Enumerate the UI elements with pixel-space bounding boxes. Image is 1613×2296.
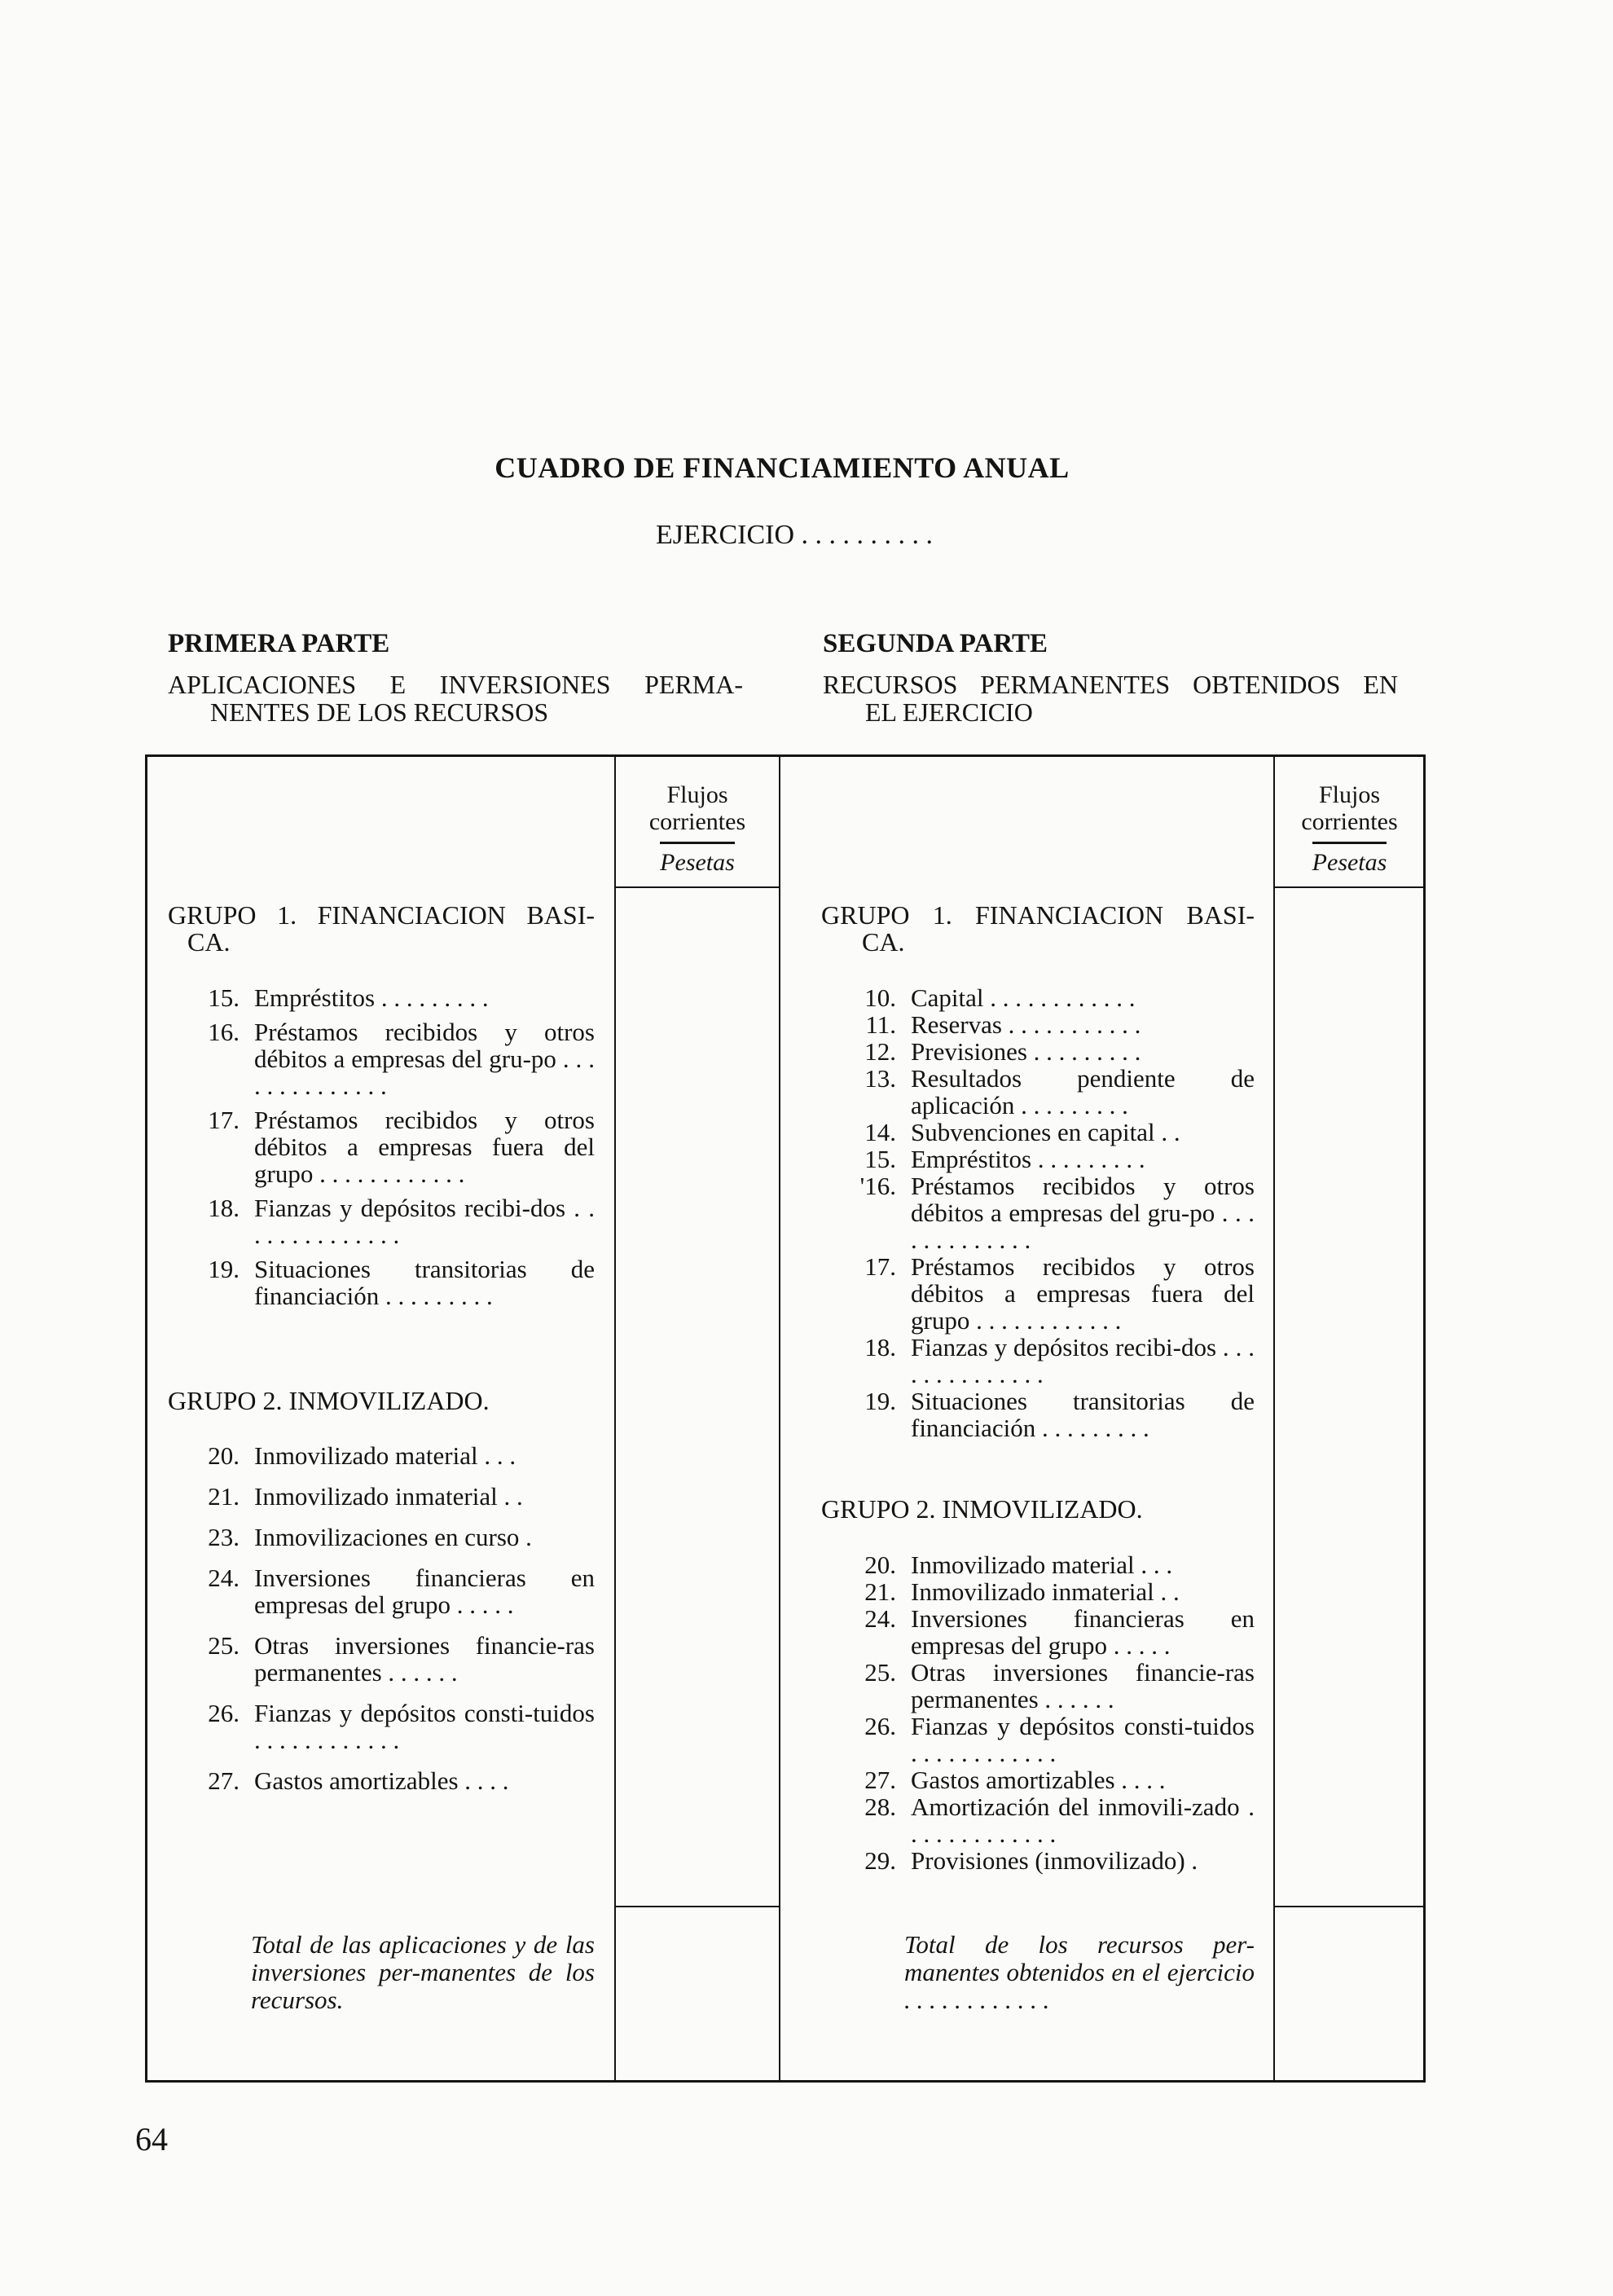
list-item: 24. Inversiones financieras en empresas del grupo . . . . . [208, 1564, 595, 1619]
list-item: 28. Amortización del inmovili-zado . . . . . . . . . . . . . [864, 1792, 1255, 1848]
total-rule [616, 1906, 779, 1907]
list-item: 17. Préstamos recibidos y otros débitos a empresas fuera del grupo . . . . . . . . . . . . [208, 1106, 595, 1188]
col-flujos: Flujos [1318, 781, 1381, 808]
list-item: 11. Reservas . . . . . . . . . . . [865, 1010, 1141, 1039]
list-item: 24. Inversiones financieras en empresas del grupo . . . . . [864, 1604, 1255, 1660]
right-part-subtitle-1: RECURSOS PERMANENTES OBTENIDOS EN [823, 670, 1398, 699]
list-item: 13. Resultados pendiente de aplicación . . . . . . . . . [864, 1064, 1255, 1119]
list-item: 17. Préstamos recibidos y otros débitos a empresas fuera del grupo . . . . . . . . . . . . [864, 1252, 1255, 1335]
right-group1-items [847, 984, 1255, 1441]
list-item: 27. Gastos amortizables . . . . [208, 1766, 509, 1795]
list-item: 15. Empréstitos . . . . . . . . . [864, 1145, 1145, 1173]
list-item: 27. Gastos amortizables . . . . [864, 1766, 1166, 1794]
col-corrientes: corrientes [648, 808, 746, 835]
left-amount-column-header [616, 781, 779, 876]
list-item: 12. Previsiones . . . . . . . . . [864, 1037, 1141, 1066]
col-pesetas: Pesetas [660, 842, 735, 876]
list-item: 19. Situaciones transitorias de financiación . . . . . . . . . [864, 1387, 1255, 1442]
left-group2-items [191, 1442, 595, 1794]
col-corrientes: corrientes [1301, 808, 1398, 835]
left-part-subtitle-2: NENTES DE LOS RECURSOS [210, 697, 549, 727]
ejercicio-line: EJERCICIO . . . . . . . . . . [656, 520, 933, 550]
list-item: 18. Fianzas y depósitos recibi-dos . . . . . . . . . . . . . . [864, 1333, 1255, 1388]
right-group1-heading: GRUPO 1. FINANCIACION BASI- CA. [821, 900, 1255, 957]
list-item: 26. Fianzas y depósitos consti-tuidos . . . . . . . . . . . . [864, 1712, 1255, 1767]
list-item: 25. Otras inversiones financie-ras permanentes . . . . . . [208, 1631, 595, 1687]
list-item: 20. Inmovilizado material . . . [208, 1441, 516, 1470]
list-item: 25. Otras inversiones financie-ras permanentes . . . . . . [864, 1658, 1255, 1713]
left-total-label: Total de las aplicaciones y de las inversiones per-manentes de los recursos. [251, 1930, 595, 2014]
right-part-title: SEGUNDA PARTE [823, 629, 1048, 658]
page-title: CUADRO DE FINANCIAMIENTO ANUAL [494, 451, 1070, 484]
list-item: 15. Empréstitos . . . . . . . . . [208, 983, 489, 1012]
right-total-label: Total de los recursos per-manentes obtenidos en el ejercicio . . . . . . . . . . . . [904, 1930, 1255, 2014]
left-group2-heading: GRUPO 2. INMOVILIZADO. [168, 1386, 490, 1415]
column-divider [614, 757, 616, 2083]
list-item: 18. Fianzas y depósitos recibi-dos . . . . . . . . . . . . . . [208, 1194, 595, 1249]
list-item: 23. Inmovilizaciones en curso . [208, 1523, 532, 1551]
total-rule [1275, 1906, 1424, 1907]
list-item: 29. Provisiones (inmovilizado) . [864, 1846, 1198, 1875]
column-divider [1273, 757, 1275, 2083]
left-part-subtitle-1: APLICACIONES E INVERSIONES PERMA- [168, 670, 743, 699]
column-divider [779, 757, 780, 2083]
header-rule [616, 886, 779, 888]
list-item: 19. Situaciones transitorias de financiación . . . . . . . . . [208, 1255, 595, 1310]
list-item: '16. Préstamos recibidos y otros débitos a empresas del gru-po . . . . . . . . . . . . . [859, 1172, 1255, 1254]
list-item: 10. Capital . . . . . . . . . . . . [864, 983, 1136, 1012]
list-item: 26. Fianzas y depósitos consti-tuidos . . . . . . . . . . . . [208, 1699, 595, 1754]
col-flujos: Flujos [666, 781, 728, 808]
left-group1-heading: GRUPO 1. FINANCIACION BASI- CA. [168, 900, 595, 957]
right-group2-items [847, 1551, 1255, 1874]
right-part-subtitle-2: EL EJERCICIO [865, 697, 1033, 727]
header-rule [1275, 886, 1424, 888]
left-part-title: PRIMERA PARTE [168, 629, 390, 658]
col-pesetas: Pesetas [1312, 842, 1387, 876]
right-group2-heading: GRUPO 2. INMOVILIZADO. [821, 1494, 1143, 1524]
left-group1-items [191, 984, 595, 1309]
list-item: 21. Inmovilizado inmaterial . . [208, 1482, 523, 1511]
right-amount-column-header [1275, 781, 1424, 876]
list-item: 21. Inmovilizado inmaterial . . [864, 1577, 1180, 1606]
page-number: 64 [135, 2121, 168, 2157]
list-item: 20. Inmovilizado material . . . [864, 1550, 1173, 1579]
list-item: 14. Subvenciones en capital . . [864, 1118, 1180, 1146]
list-item: 16. Préstamos recibidos y otros débitos a empresas del gru-po . . . . . . . . . . . . . . [208, 1018, 595, 1100]
